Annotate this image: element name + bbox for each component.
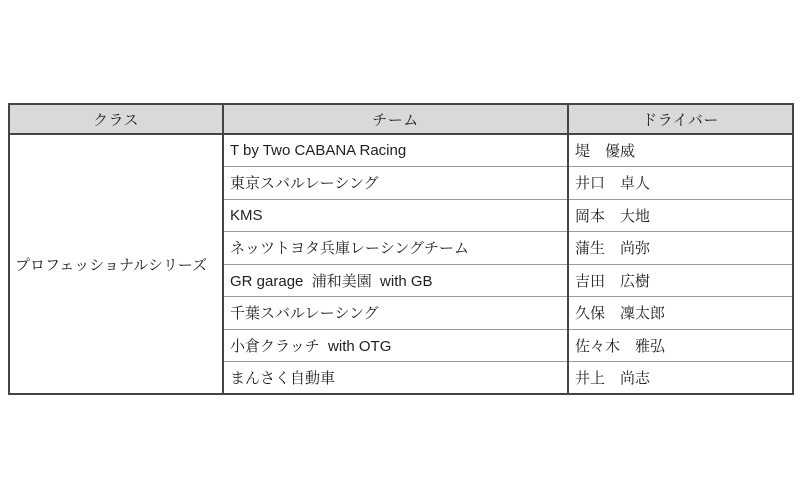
team-cell: KMS: [223, 199, 568, 232]
table-header: [9, 104, 793, 134]
header-row: [9, 104, 793, 134]
team-cell: 東京スバルレーシング: [223, 167, 568, 200]
header-team: チーム: [223, 104, 568, 134]
team-cell: まんさく自動車: [223, 362, 568, 395]
header-class: クラス: [9, 104, 223, 134]
team-cell: 千葉スバルレーシング: [223, 297, 568, 330]
team-cell: T by Two CABANA Racing: [223, 134, 568, 167]
team-cell: ネッツトヨタ兵庫レーシングチーム: [223, 232, 568, 265]
driver-cell: 蒲生 尚弥: [568, 232, 793, 265]
driver-cell: 堤 優威: [568, 134, 793, 167]
driver-cell: 佐々木 雅弘: [568, 329, 793, 362]
driver-cell: 久保 凜太郎: [568, 297, 793, 330]
header-driver: ドライバー: [568, 104, 793, 134]
table-row: [9, 134, 793, 167]
driver-cell: 吉田 広樹: [568, 264, 793, 297]
team-cell: GR garage 浦和美園 with GB: [223, 264, 568, 297]
driver-cell: 井上 尚志: [568, 362, 793, 395]
team-cell: 小倉クラッチ with OTG: [223, 329, 568, 362]
driver-cell: 井口 卓人: [568, 167, 793, 200]
table-body: [9, 134, 793, 394]
class-cell: プロフェッショナルシリーズ: [9, 134, 223, 394]
entry-list-table: [8, 103, 794, 395]
driver-cell: 岡本 大地: [568, 199, 793, 232]
